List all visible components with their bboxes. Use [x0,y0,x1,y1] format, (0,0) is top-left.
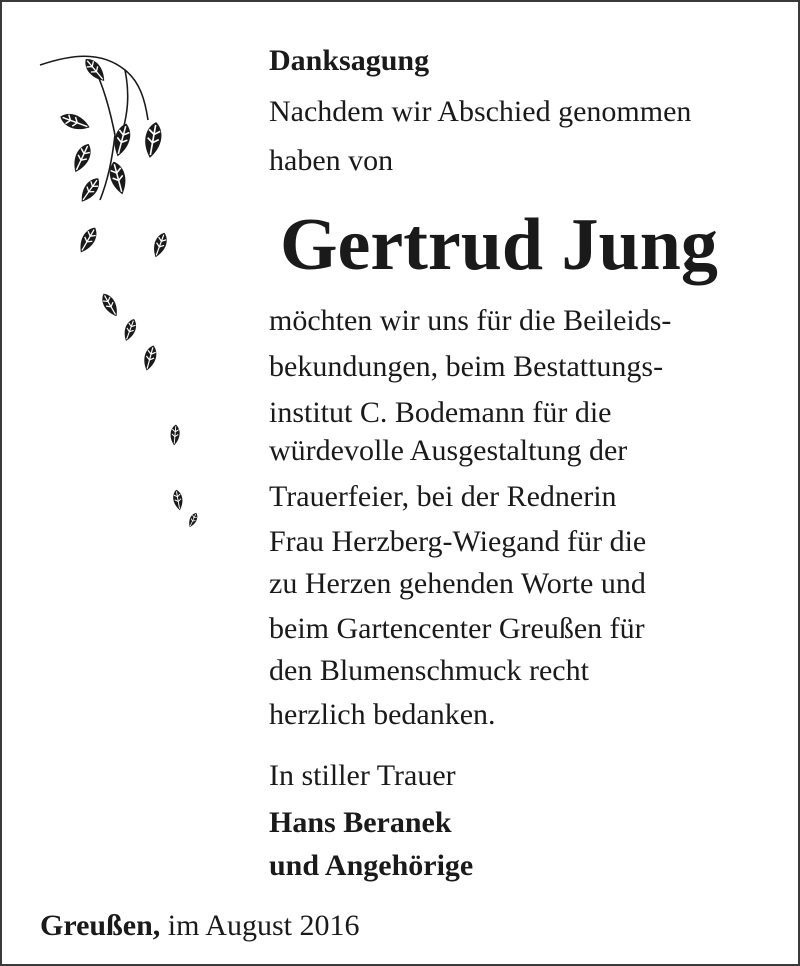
body-line: bekundungen, beim Bestattungs- [269,350,664,383]
heading: Danksagung [269,44,430,77]
body-line: würdevolle Ausgestaltung der [269,434,628,467]
body-line: möchten wir uns für die Beileids- [269,304,672,337]
mourner-name: Hans Beranek [269,806,452,839]
deceased-name: Gertrud Jung [280,204,718,286]
body-line: herzlich bedanken. [269,698,496,731]
body-line: zu Herzen gehenden Worte und [269,567,646,600]
closing-line: In stiller Trauer [269,759,456,792]
body-line: institut C. Bodemann für die [269,396,612,429]
body-line: den Blumenschmuck recht [269,654,589,687]
place: Greußen, [40,909,161,942]
body-line: Frau Herzberg-Wiegand für die [269,525,647,558]
intro-line: haben von [269,144,394,177]
falling-leaves-icon [30,40,220,540]
place-date [40,905,360,947]
date: im August 2016 [167,909,360,942]
body-line: beim Gartencenter Greußen für [269,612,645,645]
body-line: Trauerfeier, bei der Rednerin [269,480,617,513]
mourner-name: und Angehörige [269,849,474,882]
intro-line: Nachdem wir Abschied genommen [269,95,692,128]
